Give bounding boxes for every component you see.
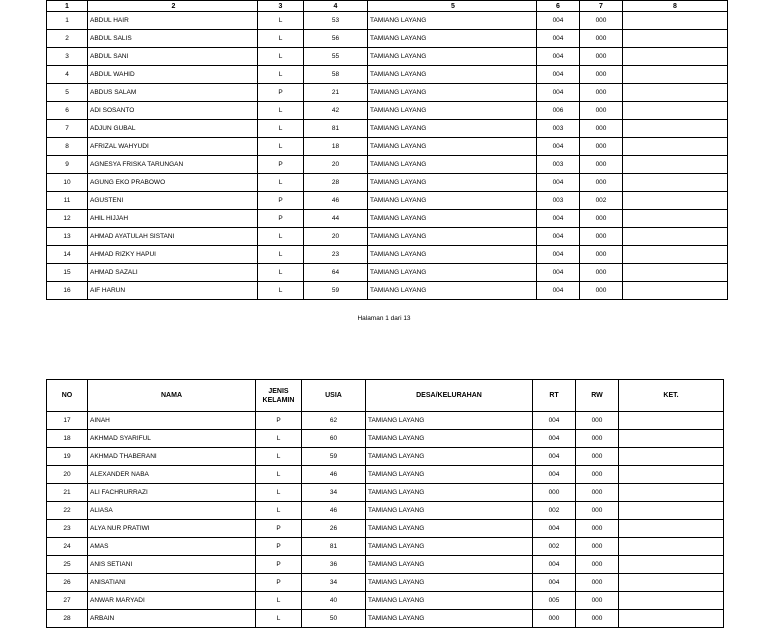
cell-ket: [623, 228, 728, 246]
cell-jenis-kelamin: L: [256, 502, 302, 520]
cell-usia: 18: [304, 138, 368, 156]
cell-rw: 000: [580, 246, 623, 264]
cell-usia: 46: [304, 192, 368, 210]
cell-ket: [619, 412, 724, 430]
header-rt: RT: [533, 380, 576, 412]
cell-rt: 004: [533, 574, 576, 592]
cell-no: 24: [47, 538, 88, 556]
cell-jenis-kelamin: L: [258, 264, 304, 282]
cell-ket: [619, 556, 724, 574]
cell-desa: TAMIANG LAYANG: [366, 448, 533, 466]
cell-usia: 46: [302, 466, 366, 484]
cell-rw: 000: [580, 102, 623, 120]
cell-rw: 000: [576, 484, 619, 502]
cell-nama: ALEXANDER NABA: [88, 466, 256, 484]
cell-desa: TAMIANG LAYANG: [368, 264, 537, 282]
cell-rw: 002: [580, 192, 623, 210]
table-row: [47, 156, 728, 174]
cell-rt: 004: [537, 246, 580, 264]
cell-rt: 004: [533, 556, 576, 574]
cell-rw: 000: [576, 412, 619, 430]
cell-desa: TAMIANG LAYANG: [368, 12, 537, 30]
cell-rt: 000: [533, 484, 576, 502]
cell-rt: 005: [533, 592, 576, 610]
cell-rw: 000: [576, 448, 619, 466]
cell-no: 27: [47, 592, 88, 610]
table-row: [47, 502, 724, 520]
cell-desa: TAMIANG LAYANG: [368, 192, 537, 210]
cell-ket: [619, 592, 724, 610]
column-number: 5: [368, 1, 537, 12]
table-row: [47, 174, 728, 192]
cell-jenis-kelamin: P: [258, 192, 304, 210]
cell-nama: ABDUS SALAM: [88, 84, 258, 102]
cell-usia: 59: [304, 282, 368, 300]
cell-jenis-kelamin: L: [258, 246, 304, 264]
cell-usia: 50: [302, 610, 366, 628]
cell-rw: 000: [576, 538, 619, 556]
cell-nama: ALYA NUR PRATIWI: [88, 520, 256, 538]
table-row: [47, 246, 728, 264]
cell-jenis-kelamin: L: [256, 466, 302, 484]
cell-usia: 36: [302, 556, 366, 574]
cell-rt: 004: [533, 412, 576, 430]
cell-nama: AKHMAD SYARIFUL: [88, 430, 256, 448]
cell-nama: ABDUL SANI: [88, 48, 258, 66]
cell-ket: [623, 192, 728, 210]
cell-jenis-kelamin: L: [258, 138, 304, 156]
cell-nama: ALI FACHRURRAZI: [88, 484, 256, 502]
cell-no: 10: [47, 174, 88, 192]
column-number: 2: [88, 1, 258, 12]
cell-no: 4: [47, 66, 88, 84]
cell-desa: TAMIANG LAYANG: [366, 556, 533, 574]
cell-rw: 000: [576, 430, 619, 448]
table-row: [47, 192, 728, 210]
cell-usia: 26: [302, 520, 366, 538]
cell-no: 16: [47, 282, 88, 300]
cell-ket: [619, 448, 724, 466]
cell-desa: TAMIANG LAYANG: [366, 466, 533, 484]
cell-no: 11: [47, 192, 88, 210]
cell-desa: TAMIANG LAYANG: [368, 66, 537, 84]
cell-usia: 20: [304, 156, 368, 174]
cell-jenis-kelamin: L: [256, 430, 302, 448]
cell-jenis-kelamin: P: [258, 210, 304, 228]
cell-no: 12: [47, 210, 88, 228]
cell-no: 5: [47, 84, 88, 102]
cell-jenis-kelamin: P: [258, 84, 304, 102]
table-row: [47, 430, 724, 448]
cell-jenis-kelamin: L: [258, 66, 304, 84]
cell-rt: 003: [537, 156, 580, 174]
table-row: [47, 520, 724, 538]
table-row: [47, 412, 724, 430]
cell-usia: 28: [304, 174, 368, 192]
cell-rw: 000: [580, 264, 623, 282]
table-row: [47, 12, 728, 30]
cell-rt: 004: [537, 228, 580, 246]
cell-jenis-kelamin: L: [258, 12, 304, 30]
cell-nama: ABDUL HAIR: [88, 12, 258, 30]
cell-usia: 58: [304, 66, 368, 84]
cell-no: 26: [47, 574, 88, 592]
page-footer: Halaman 1 dari 13: [357, 315, 411, 322]
cell-ket: [619, 502, 724, 520]
cell-desa: TAMIANG LAYANG: [366, 610, 533, 628]
cell-desa: TAMIANG LAYANG: [368, 246, 537, 264]
cell-desa: TAMIANG LAYANG: [366, 484, 533, 502]
header-jenis-kelamin: JENIS KELAMIN: [256, 380, 302, 412]
cell-rt: 004: [537, 138, 580, 156]
cell-rt: 004: [533, 430, 576, 448]
cell-usia: 42: [304, 102, 368, 120]
table-row: [47, 592, 724, 610]
cell-rt: 004: [537, 210, 580, 228]
cell-nama: ADJUN GUBAL: [88, 120, 258, 138]
cell-no: 7: [47, 120, 88, 138]
cell-no: 1: [47, 12, 88, 30]
cell-rt: 000: [533, 610, 576, 628]
cell-ket: [623, 174, 728, 192]
cell-usia: 34: [302, 484, 366, 502]
cell-rt: 004: [537, 264, 580, 282]
cell-rw: 000: [576, 592, 619, 610]
cell-usia: 56: [304, 30, 368, 48]
cell-rw: 000: [580, 84, 623, 102]
cell-ket: [623, 48, 728, 66]
cell-jenis-kelamin: L: [258, 102, 304, 120]
cell-no: 14: [47, 246, 88, 264]
cell-rw: 000: [576, 466, 619, 484]
cell-ket: [619, 610, 724, 628]
cell-desa: TAMIANG LAYANG: [368, 138, 537, 156]
cell-no: 15: [47, 264, 88, 282]
cell-desa: TAMIANG LAYANG: [368, 48, 537, 66]
cell-rt: 003: [537, 120, 580, 138]
cell-usia: 81: [304, 120, 368, 138]
cell-usia: 53: [304, 12, 368, 30]
table-row: [47, 138, 728, 156]
cell-nama: ANIS SETIANI: [88, 556, 256, 574]
cell-jenis-kelamin: L: [258, 120, 304, 138]
cell-no: 2: [47, 30, 88, 48]
cell-nama: ADI SOSANTO: [88, 102, 258, 120]
cell-rt: 004: [533, 466, 576, 484]
cell-ket: [623, 12, 728, 30]
cell-no: 19: [47, 448, 88, 466]
cell-rt: 004: [533, 448, 576, 466]
cell-no: 18: [47, 430, 88, 448]
table-row: [47, 610, 724, 628]
cell-no: 3: [47, 48, 88, 66]
cell-nama: AIF HARUN: [88, 282, 258, 300]
cell-usia: 55: [304, 48, 368, 66]
table-row: [47, 84, 728, 102]
cell-desa: TAMIANG LAYANG: [368, 210, 537, 228]
cell-ket: [623, 210, 728, 228]
header-no: NO: [47, 380, 88, 412]
cell-no: 22: [47, 502, 88, 520]
column-number: 4: [304, 1, 368, 12]
cell-rt: 004: [537, 66, 580, 84]
cell-usia: 34: [302, 574, 366, 592]
cell-usia: 60: [302, 430, 366, 448]
cell-rw: 000: [580, 228, 623, 246]
cell-nama: ANISATIANI: [88, 574, 256, 592]
cell-usia: 59: [302, 448, 366, 466]
table-row: [47, 120, 728, 138]
cell-nama: AHIL HIJJAH: [88, 210, 258, 228]
cell-nama: ALIASA: [88, 502, 256, 520]
cell-desa: TAMIANG LAYANG: [368, 102, 537, 120]
table-row: [47, 484, 724, 502]
cell-rw: 000: [580, 210, 623, 228]
header-nama: NAMA: [88, 380, 256, 412]
cell-usia: 64: [304, 264, 368, 282]
cell-desa: TAMIANG LAYANG: [366, 412, 533, 430]
cell-nama: ARBAIN: [88, 610, 256, 628]
column-number: 8: [623, 1, 728, 12]
header-desa: DESA/KELURAHAN: [366, 380, 533, 412]
cell-rw: 000: [576, 502, 619, 520]
cell-jenis-kelamin: P: [256, 538, 302, 556]
cell-nama: AGUNG EKO PRABOWO: [88, 174, 258, 192]
cell-ket: [619, 430, 724, 448]
table-row: [47, 574, 724, 592]
cell-rw: 000: [580, 138, 623, 156]
cell-rw: 000: [580, 282, 623, 300]
cell-rt: 003: [537, 192, 580, 210]
table-row: [47, 48, 728, 66]
cell-rw: 000: [580, 120, 623, 138]
table-row: [47, 210, 728, 228]
cell-ket: [619, 520, 724, 538]
column-number: 1: [47, 1, 88, 12]
column-number: 7: [580, 1, 623, 12]
cell-desa: TAMIANG LAYANG: [368, 120, 537, 138]
voter-table-page-1: [46, 0, 728, 300]
cell-ket: [623, 84, 728, 102]
header-ket: KET.: [619, 380, 724, 412]
table-row: [47, 102, 728, 120]
cell-ket: [623, 120, 728, 138]
cell-rw: 000: [576, 556, 619, 574]
cell-desa: TAMIANG LAYANG: [366, 574, 533, 592]
cell-desa: TAMIANG LAYANG: [366, 592, 533, 610]
cell-usia: 40: [302, 592, 366, 610]
cell-rt: 004: [537, 174, 580, 192]
cell-jenis-kelamin: L: [256, 484, 302, 502]
cell-ket: [623, 282, 728, 300]
cell-usia: 44: [304, 210, 368, 228]
cell-jenis-kelamin: P: [256, 574, 302, 592]
cell-ket: [619, 574, 724, 592]
table-row: [47, 228, 728, 246]
cell-ket: [623, 138, 728, 156]
cell-jenis-kelamin: P: [256, 520, 302, 538]
cell-nama: AMAS: [88, 538, 256, 556]
cell-ket: [619, 538, 724, 556]
cell-usia: 20: [304, 228, 368, 246]
cell-no: 6: [47, 102, 88, 120]
cell-rw: 000: [576, 610, 619, 628]
cell-jenis-kelamin: L: [258, 282, 304, 300]
table-row: [47, 264, 728, 282]
table-row: [47, 466, 724, 484]
cell-desa: TAMIANG LAYANG: [368, 174, 537, 192]
cell-desa: TAMIANG LAYANG: [368, 282, 537, 300]
cell-ket: [623, 264, 728, 282]
cell-ket: [623, 156, 728, 174]
cell-desa: TAMIANG LAYANG: [366, 538, 533, 556]
table-body-page-1: [47, 12, 728, 300]
header-usia: USIA: [302, 380, 366, 412]
cell-jenis-kelamin: L: [256, 448, 302, 466]
cell-nama: AHMAD SAZALI: [88, 264, 258, 282]
cell-no: 23: [47, 520, 88, 538]
cell-jenis-kelamin: L: [258, 48, 304, 66]
column-number: 3: [258, 1, 304, 12]
cell-rt: 006: [537, 102, 580, 120]
cell-nama: AGUSTENI: [88, 192, 258, 210]
table-row: [47, 538, 724, 556]
cell-rt: 004: [537, 12, 580, 30]
column-number-row: [47, 1, 728, 12]
cell-nama: ABDUL SALIS: [88, 30, 258, 48]
cell-rw: 000: [576, 574, 619, 592]
cell-desa: TAMIANG LAYANG: [368, 84, 537, 102]
cell-rt: 004: [537, 48, 580, 66]
cell-desa: TAMIANG LAYANG: [366, 520, 533, 538]
cell-desa: TAMIANG LAYANG: [368, 228, 537, 246]
cell-ket: [619, 484, 724, 502]
cell-nama: AHMAD AYATULAH SISTANI: [88, 228, 258, 246]
cell-no: 8: [47, 138, 88, 156]
cell-usia: 46: [302, 502, 366, 520]
cell-rw: 000: [576, 520, 619, 538]
cell-usia: 21: [304, 84, 368, 102]
cell-rt: 004: [537, 30, 580, 48]
cell-desa: TAMIANG LAYANG: [368, 156, 537, 174]
cell-ket: [623, 246, 728, 264]
cell-ket: [623, 30, 728, 48]
cell-no: 28: [47, 610, 88, 628]
table-row: [47, 556, 724, 574]
cell-rw: 000: [580, 12, 623, 30]
voter-table-page-2: [46, 379, 724, 628]
cell-jenis-kelamin: P: [256, 556, 302, 574]
cell-rt: 004: [537, 282, 580, 300]
cell-jenis-kelamin: L: [256, 592, 302, 610]
cell-rt: 002: [533, 538, 576, 556]
cell-nama: AHMAD RIZKY HAPUI: [88, 246, 258, 264]
cell-no: 13: [47, 228, 88, 246]
table-row: [47, 448, 724, 466]
cell-rw: 000: [580, 30, 623, 48]
cell-nama: AKHMAD THABERANI: [88, 448, 256, 466]
cell-desa: TAMIANG LAYANG: [368, 30, 537, 48]
cell-no: 17: [47, 412, 88, 430]
table-body-page-2: [47, 412, 724, 628]
cell-rw: 000: [580, 174, 623, 192]
cell-jenis-kelamin: L: [258, 30, 304, 48]
cell-rw: 000: [580, 156, 623, 174]
cell-nama: ABDUL WAHID: [88, 66, 258, 84]
cell-nama: AINAH: [88, 412, 256, 430]
cell-rw: 000: [580, 48, 623, 66]
cell-nama: AGNESYA FRISKA TARUNGAN: [88, 156, 258, 174]
cell-usia: 81: [302, 538, 366, 556]
table-row: [47, 30, 728, 48]
cell-no: 21: [47, 484, 88, 502]
cell-ket: [619, 466, 724, 484]
cell-nama: AFRIZAL WAHYUDI: [88, 138, 258, 156]
table-row: [47, 282, 728, 300]
column-number: 6: [537, 1, 580, 12]
cell-no: 9: [47, 156, 88, 174]
table-row: [47, 66, 728, 84]
cell-rw: 000: [580, 66, 623, 84]
cell-ket: [623, 102, 728, 120]
cell-jenis-kelamin: L: [258, 174, 304, 192]
header-rw: RW: [576, 380, 619, 412]
cell-jenis-kelamin: P: [258, 156, 304, 174]
cell-usia: 62: [302, 412, 366, 430]
cell-desa: TAMIANG LAYANG: [366, 430, 533, 448]
cell-no: 25: [47, 556, 88, 574]
table-header-row: [47, 380, 724, 412]
cell-jenis-kelamin: L: [256, 610, 302, 628]
cell-rt: 004: [537, 84, 580, 102]
cell-jenis-kelamin: L: [258, 228, 304, 246]
cell-rt: 004: [533, 520, 576, 538]
cell-ket: [623, 66, 728, 84]
cell-usia: 23: [304, 246, 368, 264]
cell-desa: TAMIANG LAYANG: [366, 502, 533, 520]
cell-no: 20: [47, 466, 88, 484]
cell-rt: 002: [533, 502, 576, 520]
cell-jenis-kelamin: P: [256, 412, 302, 430]
cell-nama: ANWAR MARYADI: [88, 592, 256, 610]
